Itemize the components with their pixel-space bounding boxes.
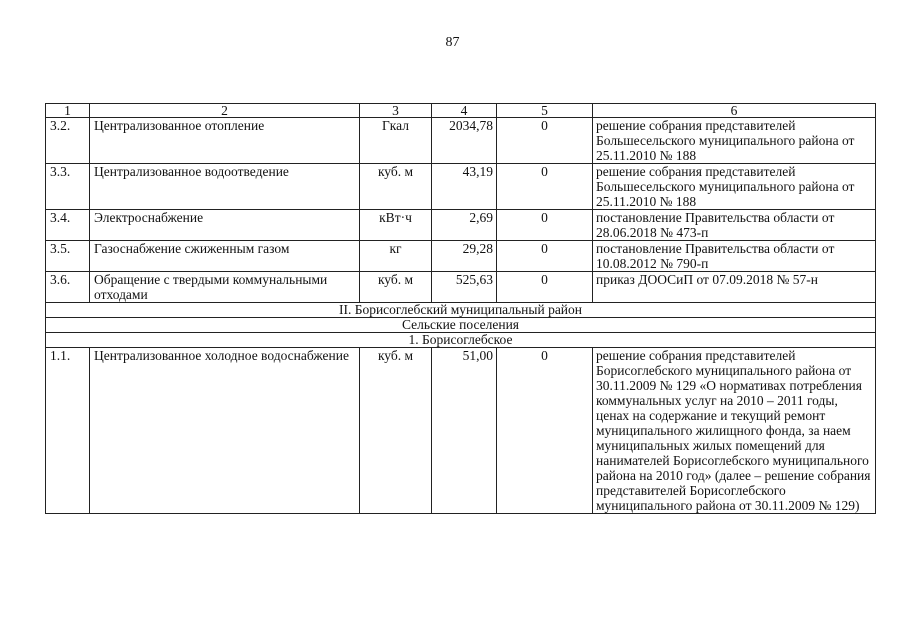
row-number: 3.6.	[46, 272, 90, 303]
section-heading-settlements	[46, 318, 876, 333]
table-row	[46, 348, 876, 514]
column-5-value: 0	[497, 210, 593, 241]
row-number: 3.5.	[46, 241, 90, 272]
unit: куб. м	[360, 164, 432, 210]
service-name: Газоснабжение сжиженным газом	[90, 241, 360, 272]
service-name: Централизованное холодное водоснабжение	[90, 348, 360, 514]
column-5-value: 0	[497, 241, 593, 272]
settlements-heading: Сельские поселения	[46, 318, 876, 333]
header-cell: 3	[360, 104, 432, 118]
row-number: 1.1.	[46, 348, 90, 514]
row-number: 3.2.	[46, 118, 90, 164]
unit: кг	[360, 241, 432, 272]
page-number: 87	[445, 35, 460, 50]
table-row	[46, 241, 876, 272]
norm-value: 2034,78	[432, 118, 497, 164]
settlement-heading: 1. Борисоглебское	[46, 333, 876, 348]
legal-act: приказ ДООСиП от 07.09.2018 № 57-н	[593, 272, 876, 303]
table-row	[46, 164, 876, 210]
service-name: Обращение с твердыми коммунальными отходами	[90, 272, 360, 303]
row-number: 3.3.	[46, 164, 90, 210]
column-5-value: 0	[497, 164, 593, 210]
header-cell: 6	[593, 104, 876, 118]
table-row	[46, 272, 876, 303]
norm-value: 51,00	[432, 348, 497, 514]
service-name: Электроснабжение	[90, 210, 360, 241]
legal-act: постановление Правительства области от 28.06.2018 № 473-п	[593, 210, 876, 241]
section-heading-settlement	[46, 333, 876, 348]
header-cell: 4	[432, 104, 497, 118]
norm-value: 525,63	[432, 272, 497, 303]
norm-value: 29,28	[432, 241, 497, 272]
legal-act: решение собрания представителей Большесельского муниципального района от 25.11.2010 № 188	[593, 164, 876, 210]
section-heading-district	[46, 303, 876, 318]
service-name: Централизованное водоотведение	[90, 164, 360, 210]
column-5-value: 0	[497, 348, 593, 514]
column-number-header	[46, 104, 876, 118]
header-cell: 5	[497, 104, 593, 118]
unit: кВт·ч	[360, 210, 432, 241]
district-heading: II. Борисоглебский муниципальный район	[46, 303, 876, 318]
table-row	[46, 118, 876, 164]
legal-act: постановление Правительства области от 10.08.2012 № 790-п	[593, 241, 876, 272]
unit: куб. м	[360, 272, 432, 303]
table-row	[46, 210, 876, 241]
column-5-value: 0	[497, 118, 593, 164]
column-5-value: 0	[497, 272, 593, 303]
header-cell: 2	[90, 104, 360, 118]
unit: Гкал	[360, 118, 432, 164]
row-number: 3.4.	[46, 210, 90, 241]
legal-act: решение собрания представителей Большесельского муниципального района от 25.11.2010 № 188	[593, 118, 876, 164]
legal-act: решение собрания представителей Борисоглебского муниципального района от 30.11.2009 № 129 «О нормативах потребления коммунальных услуг на 2010 – 2011 годы, ценах на содержание и текущий ремонт муниципального жилищного фонда, за наем муниципальных жилых помещений для нанимателей Борисоглебского муниципального района на 2010 год» (далее – решение собрания представителей Борисоглебского муниципального района от 30.11.2009 № 129)	[593, 348, 876, 514]
header-cell: 1	[46, 104, 90, 118]
norm-value: 2,69	[432, 210, 497, 241]
norm-value: 43,19	[432, 164, 497, 210]
service-name: Централизованное отопление	[90, 118, 360, 164]
norms-table	[45, 103, 876, 514]
unit: куб. м	[360, 348, 432, 514]
